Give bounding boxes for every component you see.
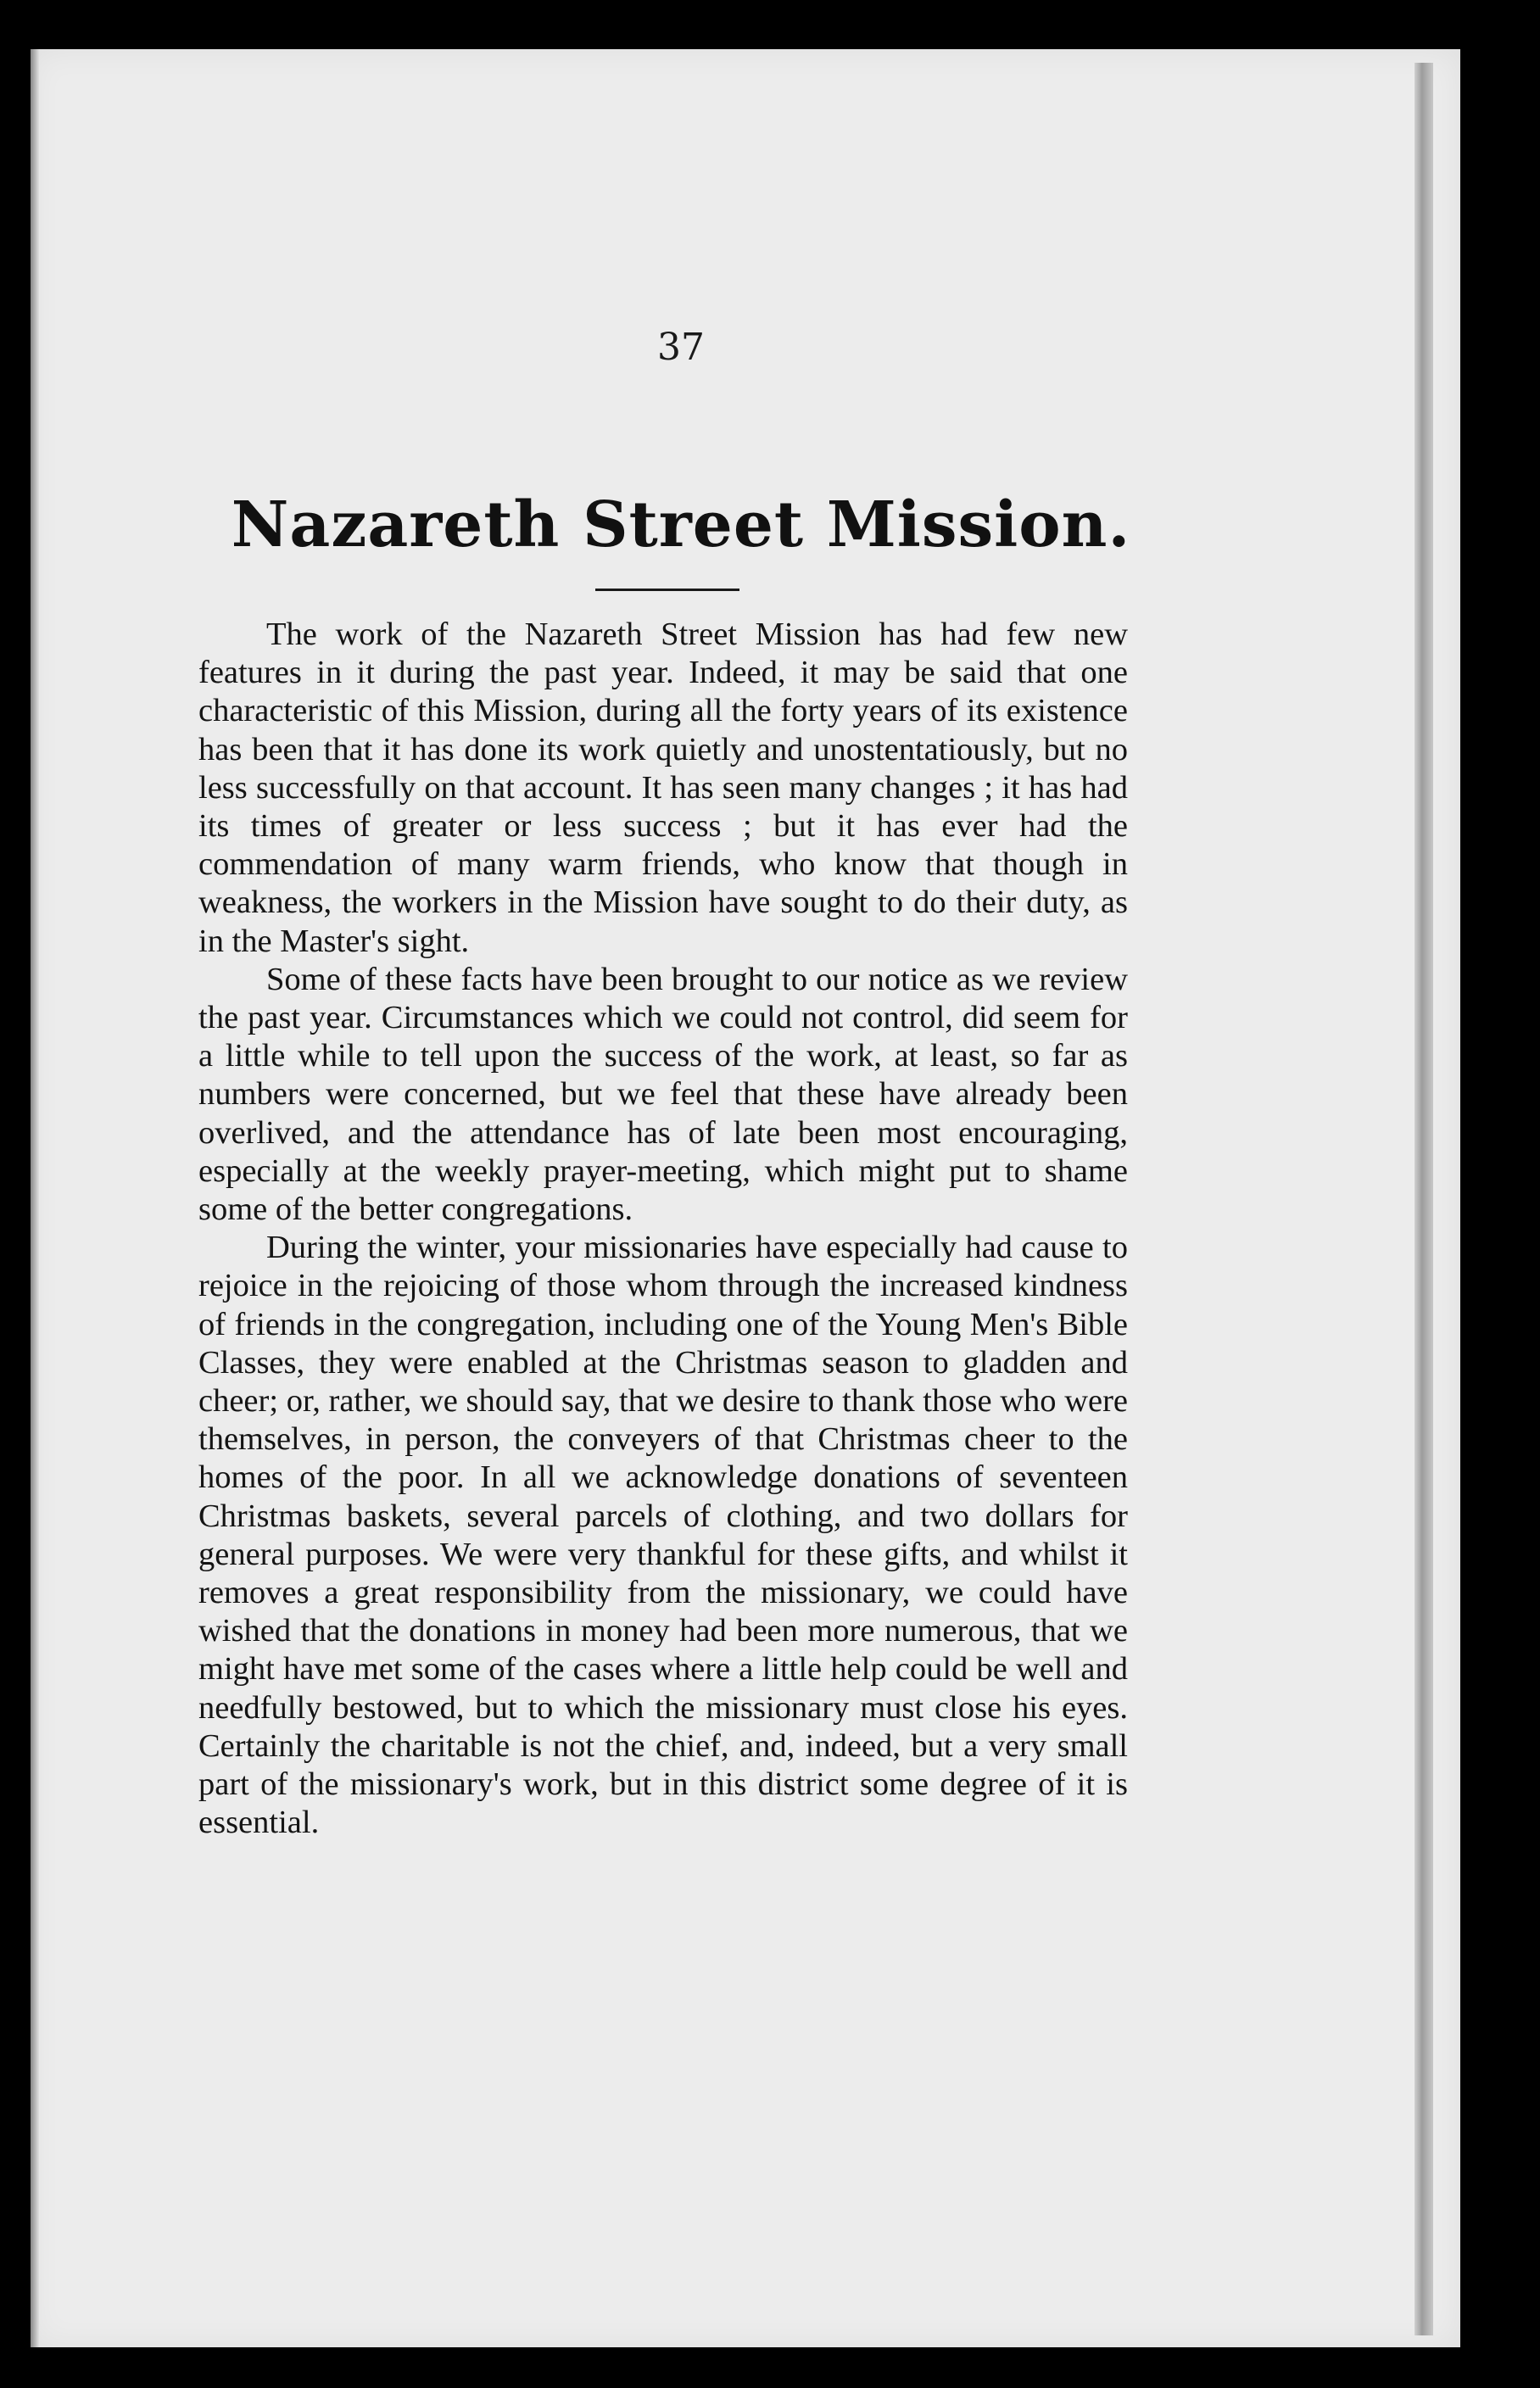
page-left-edge — [31, 49, 39, 2347]
page-title: Nazareth Street Mission. — [231, 488, 1131, 561]
page-number: 37 — [657, 326, 705, 369]
paragraph-2: Some of these facts have been brought to our notice as we review the past year. Circumstances which we could not control, did seem for a little while to tell upon the success of the work, at least, so far as numbers were concerned, but we feel that these have already been overlived, and the attendance has of late been most encouraging, especially at the weekly prayer-meeting, which might put to shame some of the better congregations. — [198, 961, 1128, 1228]
title-divider — [595, 589, 739, 591]
paragraph-3: During the winter, your missionaries have especially had cause to rejoice in the rejoicing of those whom through the increased kindness of friends in the congregation, including one of the Young Men's Bible Classes, they were enabled at the Christmas season to gladden and cheer; or, rather, we should say, that we desire to thank those who were themselves, in person, the conveyers of that Christmas cheer to the homes of the poor. In all we acknowledge donations of seventeen Christmas baskets, several parcels of clothing, and two dollars for general purposes. We were very thankful for these gifts, and whilst it removes a great responsibility from the missionary, we could have wished that the donations in money had been more numerous, that we might have met some of the cases where a little help could be well and needfully bestowed, but to which the missionary must close his eyes. Certainly the charitable is not the chief, and, indeed, but a very small part of the missionary's work, but in this district some degree of it is essential. — [198, 1230, 1128, 1841]
page-binding-edge — [1414, 63, 1433, 2335]
paragraph-1: The work of the Nazareth Street Mission has had few new features in it during the past year. Indeed, it may be said that one characteristic of this Mission, during all the forty years of its existence has been that it has done its work quietly and unostentatiously, but no less successfully on that account. It has seen many changes ; it has had its times of greater or less success ; but it has ever had the commendation of many warm friends, who know that though in weakness, the workers in the Mission have sought to do their duty, as in the Master's sight. — [198, 617, 1128, 959]
body-text — [198, 616, 1128, 1843]
